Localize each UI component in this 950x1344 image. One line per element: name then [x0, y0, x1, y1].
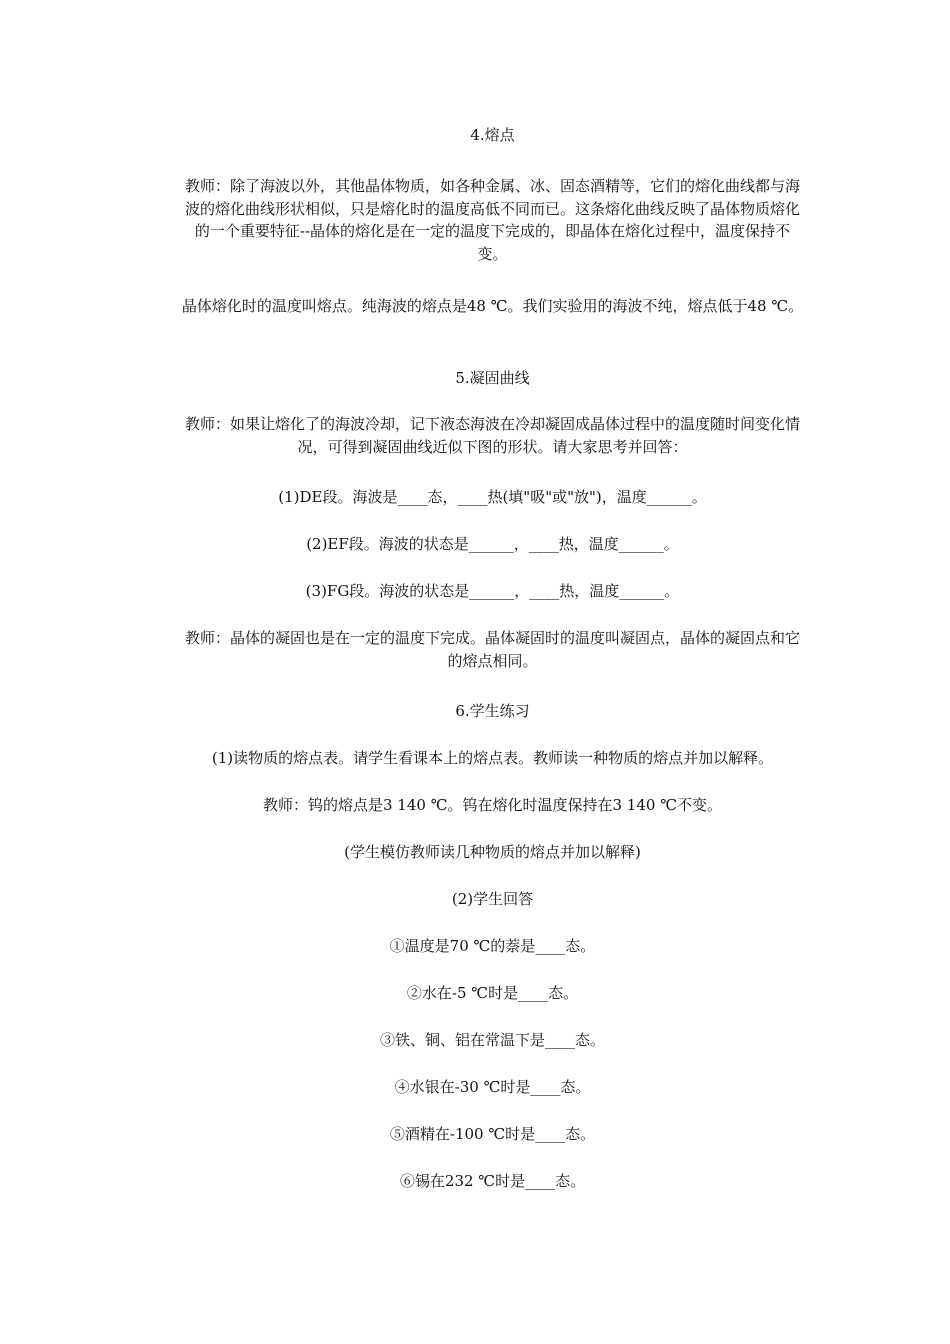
student-imitation-note: (学生模仿教师读几种物质的熔点并加以解释)	[344, 843, 641, 861]
answer-item-tin: ⑥锡在232 ℃时是____态。	[399, 1172, 586, 1190]
practice-item-read-table: (1)读物质的熔点表。请学生看课本上的熔点表。教师读一种物质的熔点并加以解释。	[211, 749, 774, 767]
question-de-segment: (1)DE段。海波是____态，____热(填"吸"或"放")，温度______。	[278, 488, 707, 506]
answer-item-naphthalene: ①温度是70 ℃的萘是____态。	[389, 937, 596, 955]
teacher-paragraph-solidification-point: 教师：晶体的凝固也是在一定的温度下完成。晶体凝固时的温度叫凝固点，晶体的凝固点和它的熔点相同。	[184, 629, 800, 670]
section-heading-melting-point: 4.熔点	[470, 126, 515, 144]
answer-item-alcohol: ⑤酒精在-100 ℃时是____态。	[389, 1125, 596, 1143]
teacher-paragraph-cooling: 教师：如果让熔化了的海波冷却，记下液态海波在冷却凝固成晶体过程中的温度随时间变化情况，可得到凝固曲线近似下图的形状。请大家思考并回答：	[184, 415, 800, 456]
teacher-tungsten-example: 教师：钨的熔点是3 140 ℃。钨在熔化时温度保持在3 140 ℃不变。	[263, 796, 722, 814]
answer-item-metals: ③铁、铜、铝在常温下是____态。	[379, 1031, 605, 1049]
answer-item-water: ②水在-5 ℃时是____态。	[406, 984, 579, 1002]
section-heading-solidification-curve: 5.凝固曲线	[455, 369, 530, 387]
melting-point-definition: 晶体熔化时的温度叫熔点。纯海波的熔点是48 ℃。我们实验用的海波不纯，熔点低于48 ℃。	[181, 297, 804, 315]
section-heading-student-practice: 6.学生练习	[455, 702, 530, 720]
teacher-paragraph-melting-curve: 教师：除了海波以外，其他晶体物质，如各种金属、冰、固态酒精等，它们的熔化曲线都与海波的熔化曲线形状相似，只是熔化时的温度高低不同而已。这条熔化曲线反映了晶体物质熔化的一个重要特征--晶体的熔化是在一定的温度下完成的，即晶体在熔化过程中，温度保持不变。	[184, 177, 800, 263]
question-ef-segment: (2)EF段。海波的状态是______，____热，温度______。	[306, 535, 679, 553]
question-fg-segment: (3)FG段。海波的状态是______，____热，温度______。	[305, 582, 680, 600]
practice-item-student-answer: (2)学生回答	[451, 890, 534, 908]
answer-item-mercury: ④水银在-30 ℃时是____态。	[394, 1078, 591, 1096]
